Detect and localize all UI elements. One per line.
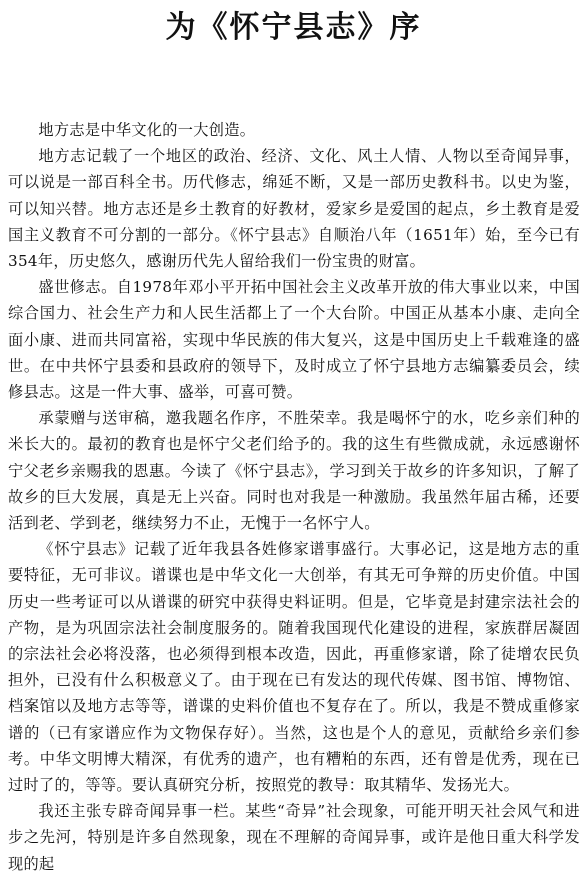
document-title: 为《怀宁县志》序 <box>165 10 422 45</box>
paragraph: 地方志是中华文化的一大创造。 <box>38 121 256 139</box>
paragraph: 地方志记载了一个地区的政治、经济、文化、风土人情、人物以至奇闻异事，可以说是一部百科全书。历代修志，绵延不断，又是一部历史教科书。以史为鉴，可以知兴替。地方志还是乡土教育的好教材，爱家乡是爱国的起点，乡土教育是爱国主义教育不可分割的一部分。《怀宁县志》自顺治八年（1651年）始，至今已有354年，历史悠久，感谢历代先人留给我们一份宝贵的财富。 <box>8 147 580 271</box>
paragraph: 承蒙赠与送审稿，邀我题名作序，不胜荣幸。我是喝怀宁的水，吃乡亲们种的米长大的。最初的教育也是怀宁父老们给予的。我的这生有些微成就，永远感谢怀宁父老乡亲赐我的恩惠。今读了《怀宁县志》，学习到关于故乡的许多知识，了解了故乡的巨大发展，真是无上兴奋。同时也对我是一种激励。我虽然年届古稀，还要活到老、学到老，继续努力不止，无愧于一名怀宁人。 <box>8 409 580 533</box>
paragraph: 《怀宁县志》记载了近年我县各姓修家谱事盛行。大事必记，这是地方志的重要特征，无可非议。谱谍也是中华文化一大创举，有其无可争辩的历史价值。中国历史一些考证可以从谱谍的研究中获得史料证明。但是，它毕竟是封建宗法社会的产物，是为巩固宗法社会制度服务的。随着我国现代化建设的进程，家族群居凝固的宗法社会必将没落，也必须得到根本改造，因此，再重修家谱，除了徒增农民负担外，已没有什么积极意义了。由于现在已有发达的现代传媒、图书馆、博物馆、档案馆以及地方志等等，谱谍的史料价值也不复存在了。所以，我是不赞成重修家谱的（已有家谱应作为文物保存好）。当然，这也是个人的意见，贡献给乡亲们参考。中华文明博大精深，有优秀的遗产，也有糟粕的东西，还有曾是优秀，现在已过时了的，等等。要认真研究分析，按照党的教导：取其精华、发扬光大。 <box>8 540 580 795</box>
paragraph: 盛世修志。自1978年邓小平开拓中国社会主义改革开放的伟大事业以来，中国综合国力、社会生产力和人民生活都上了一个大台阶。中国正从基本小康、走向全面小康、进而共同富裕，实现中华民族的伟大复兴，这是中国历史上千载难逢的盛世。在中共怀宁县委和县政府的领导下，及时成立了怀宁县地方志编纂委员会，续修县志。这是一件大事、盛举，可喜可赞。 <box>8 278 580 402</box>
paragraph: 我还主张专辟奇闻异事一栏。某些“奇异”社会现象，可能开明天社会风气和进步之先河，特别是许多自然现象，现在不理解的奇闻异事，或许是他日重大科学发现的起 <box>8 802 580 873</box>
document-body <box>8 117 580 877</box>
